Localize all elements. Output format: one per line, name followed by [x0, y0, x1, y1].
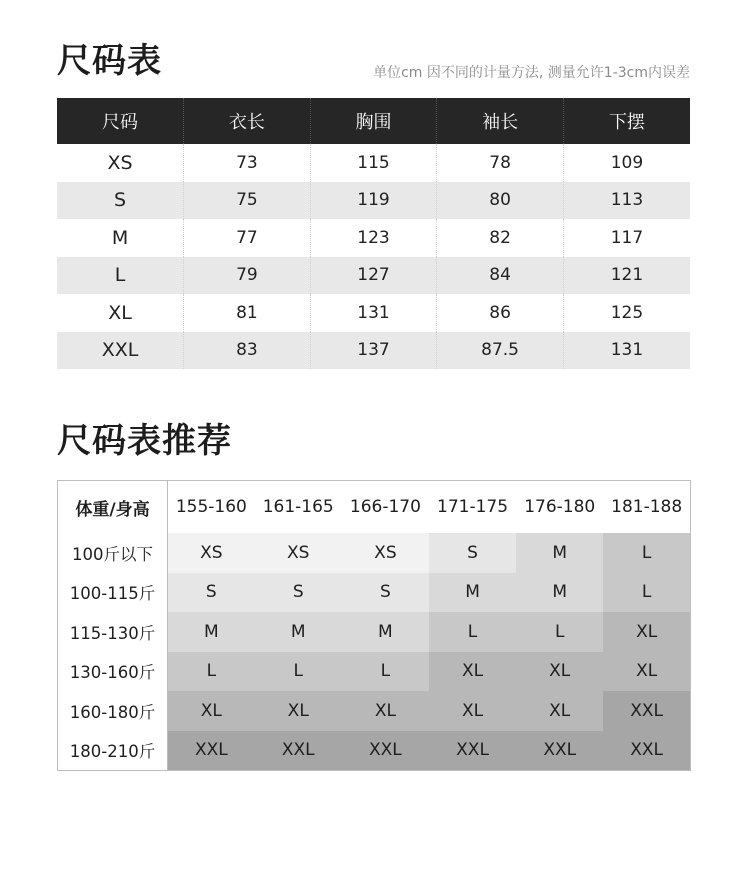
size-recommendation-cell: XXL — [603, 691, 690, 731]
size-recommendation-cell: XL — [168, 691, 255, 731]
chest-cell: 131 — [310, 294, 437, 332]
height-range-header: 171-175 — [429, 481, 516, 534]
header-chest: 胸围 — [310, 98, 437, 144]
size-recommendation-cell: XL — [342, 691, 429, 731]
hem-cell: 125 — [563, 294, 690, 332]
header-sleeve: 袖长 — [437, 98, 564, 144]
size-recommendation-cell: S — [429, 533, 516, 573]
height-range-header: 176-180 — [516, 481, 603, 534]
size-recommendation-cell: XL — [603, 612, 690, 652]
weight-range-label: 100-115斤 — [58, 573, 168, 613]
size-recommendation-cell: XL — [516, 652, 603, 692]
sleeve-cell: 82 — [437, 219, 564, 257]
header-hem: 下摆 — [563, 98, 690, 144]
sleeve-cell: 84 — [437, 257, 564, 295]
size-recommendation-cell: M — [429, 573, 516, 613]
measurement-note: 单位cm 因不同的计量方法, 测量允许1-3cm内误差 — [373, 65, 690, 81]
table-row — [58, 573, 691, 613]
recommendation-table — [57, 480, 691, 771]
length-cell: 79 — [184, 257, 311, 295]
hem-cell: 113 — [563, 182, 690, 220]
size-recommendation-cell: XL — [255, 691, 342, 731]
chest-cell: 127 — [310, 257, 437, 295]
size-recommendation-cell: S — [342, 573, 429, 613]
hem-cell: 109 — [563, 144, 690, 182]
size-recommendation-cell: L — [429, 612, 516, 652]
height-range-header: 166-170 — [342, 481, 429, 534]
weight-range-label: 180-210斤 — [58, 731, 168, 771]
length-cell: 73 — [184, 144, 311, 182]
sleeve-cell: 80 — [437, 182, 564, 220]
size-recommendation-cell: XL — [603, 652, 690, 692]
table-row — [58, 652, 691, 692]
size-cell: S — [57, 182, 184, 220]
table-row — [57, 332, 690, 370]
size-recommendation-cell: XS — [255, 533, 342, 573]
table-row — [57, 182, 690, 220]
length-cell: 75 — [184, 182, 311, 220]
size-recommendation-cell: XL — [516, 691, 603, 731]
size-recommendation-cell: XL — [429, 652, 516, 692]
size-recommendation-cell: L — [603, 533, 690, 573]
size-cell: XS — [107, 151, 133, 174]
size-recommendation-cell: L — [168, 652, 255, 692]
length-cell: 83 — [184, 332, 311, 370]
size-recommendation-cell: L — [255, 652, 342, 692]
size-recommendation-cell: M — [168, 612, 255, 652]
hem-cell: 121 — [563, 257, 690, 295]
size-cell: XXL — [57, 332, 184, 370]
header-length: 衣长 — [184, 98, 311, 144]
size-recommendation-cell: XXL — [429, 731, 516, 771]
height-range-header: 155-160 — [168, 481, 255, 534]
size-cell: XL — [108, 301, 132, 324]
weight-range-label: 130-160斤 — [58, 652, 168, 692]
size-chart-header-row — [57, 98, 690, 144]
table-row — [58, 533, 691, 573]
size-cell: M — [111, 226, 129, 249]
table-row — [58, 731, 691, 771]
size-chart-table — [57, 98, 690, 369]
size-recommendation-cell: M — [516, 573, 603, 613]
size-recommendation-cell: XXL — [342, 731, 429, 771]
table-row — [57, 294, 690, 332]
size-chart-title: 尺码表 — [57, 41, 162, 81]
size-recommendation-cell: L — [342, 652, 429, 692]
size-recommendation-cell: M — [255, 612, 342, 652]
size-recommendation-cell: XL — [429, 691, 516, 731]
table-row — [58, 691, 691, 731]
weight-height-corner-label: 体重/身高 — [58, 481, 168, 534]
sleeve-cell: 78 — [437, 144, 564, 182]
height-range-header: 181-188 — [603, 481, 690, 534]
hem-cell: 131 — [563, 332, 690, 370]
length-cell: 77 — [184, 219, 311, 257]
size-recommendation-cell: M — [342, 612, 429, 652]
weight-range-label: 100斤以下 — [58, 533, 168, 573]
recommendation-title: 尺码表推荐 — [57, 421, 232, 461]
table-row — [57, 144, 690, 182]
size-recommendation-cell: XXL — [255, 731, 342, 771]
chest-cell: 123 — [310, 219, 437, 257]
length-cell: 81 — [184, 294, 311, 332]
size-recommendation-cell: S — [168, 573, 255, 613]
table-row — [58, 612, 691, 652]
table-row — [57, 219, 690, 257]
sleeve-cell: 87.5 — [437, 332, 564, 370]
chest-cell: 115 — [310, 144, 437, 182]
sleeve-cell: 86 — [437, 294, 564, 332]
height-range-header: 161-165 — [255, 481, 342, 534]
size-recommendation-cell: XXL — [603, 731, 690, 771]
header-size: 尺码 — [57, 98, 184, 144]
size-recommendation-cell: XS — [342, 533, 429, 573]
chest-cell: 137 — [310, 332, 437, 370]
size-recommendation-cell: XS — [168, 533, 255, 573]
weight-range-label: 160-180斤 — [58, 691, 168, 731]
hem-cell: 117 — [563, 219, 690, 257]
size-recommendation-cell: XXL — [516, 731, 603, 771]
size-recommendation-cell: L — [516, 612, 603, 652]
chest-cell: 119 — [310, 182, 437, 220]
size-recommendation-cell: XXL — [168, 731, 255, 771]
table-row — [57, 257, 690, 295]
weight-range-label: 115-130斤 — [58, 612, 168, 652]
size-recommendation-cell: M — [516, 533, 603, 573]
recommendation-header-row — [58, 481, 691, 534]
size-cell: L — [57, 257, 184, 295]
size-recommendation-cell: L — [603, 573, 690, 613]
size-recommendation-cell: S — [255, 573, 342, 613]
